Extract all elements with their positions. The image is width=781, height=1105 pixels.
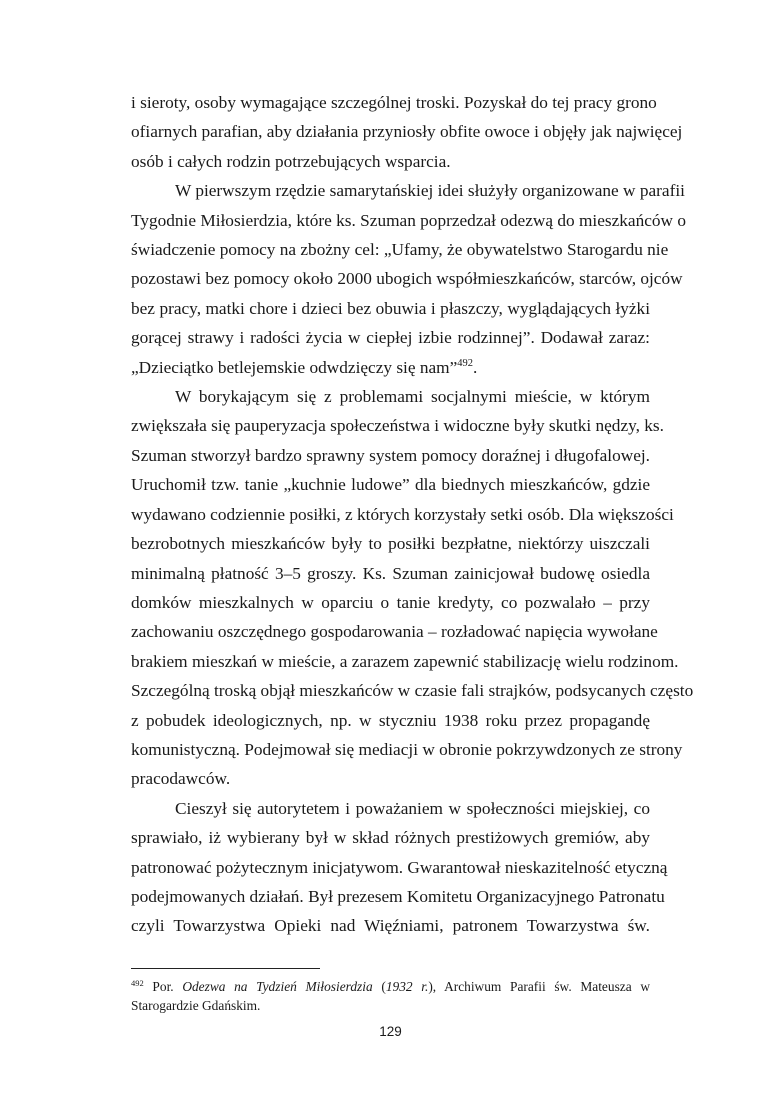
text-line: bez pracy, matki chore i dzieci bez obuwia i płaszczy, wyglądających łyżki bbox=[131, 298, 650, 318]
quote-text: „Dzieciątko betlejemskie odwdzięczy się nam” bbox=[131, 357, 458, 377]
footnote-line: Starogardzie Gdańskim. bbox=[131, 998, 261, 1013]
text-line: bezrobotnych mieszkańców były to posiłki bezpłatne, niektórzy uiszczali bbox=[131, 534, 650, 554]
footnote-source-title: Odezwa na Tydzień Miłosierdzia bbox=[182, 979, 373, 994]
text-line: sprawiało, iż wybierany był w skład różnych prestiżowych gremiów, aby bbox=[131, 828, 650, 848]
text-line: domków mieszkalnych w oparciu o tanie kredyty, co pozwalało – przy bbox=[131, 592, 650, 612]
text-line: Cieszył się autorytetem i poważaniem w społeczności miejskiej, co bbox=[175, 798, 650, 818]
footnote-archive: ), Archiwum Parafii św. Mateusza w bbox=[428, 979, 650, 994]
footnote-reference[interactable]: 492 bbox=[457, 357, 474, 369]
text-line: wydawano codziennie posiłki, z których korzystały setki osób. Dla większości bbox=[131, 504, 674, 524]
text-line: komunistyczną. Podejmował się mediacji w obronie pokrzywdzonych ze strony bbox=[131, 739, 683, 759]
page-number: 129 bbox=[379, 1024, 402, 1039]
text-line: pozostawi bez pomocy około 2000 ubogich współmieszkańców, starców, ojców bbox=[131, 269, 683, 289]
text-line: brakiem mieszkań w mieście, a zarazem zapewnić stabilizację wielu rodzinom. bbox=[131, 651, 679, 671]
text-line: ofiarnych parafian, aby działania przyniosły obfite owoce i objęły jak najwięcej bbox=[131, 122, 683, 142]
text-line: Tygodnie Miłosierdzia, które ks. Szuman poprzedzał odezwą do mieszkańców o bbox=[131, 210, 686, 230]
text-line: zachowaniu oszczędnego gospodarowania – rozładować napięcia wywołane bbox=[131, 622, 658, 642]
footnote-line bbox=[131, 977, 650, 996]
text-line: W pierwszym rzędzie samarytańskiej idei służyły organizowane w parafii bbox=[175, 181, 685, 201]
footnote-number: 492 bbox=[131, 978, 144, 988]
text-line: zwiększała się pauperyzacja społeczeństwa i widoczne były skutki nędzy, ks. bbox=[131, 416, 664, 436]
text-line: patronować pożytecznym inicjatywom. Gwarantował nieskazitelność etyczną bbox=[131, 857, 668, 877]
text-line: podejmowanych działań. Był prezesem Komitetu Organizacyjnego Patronatu bbox=[131, 886, 665, 906]
text-line: W borykającym się z problemami socjalnymi mieście, w którym bbox=[175, 387, 650, 407]
text-line: Szczególną troską objął mieszkańców w czasie fali strajków, podsycanych często bbox=[131, 681, 694, 701]
text-line: minimalną płatność 3–5 groszy. Ks. Szuman zainicjował budowę osiedla bbox=[131, 563, 650, 583]
footnote-paren: ( bbox=[381, 979, 386, 994]
text-line: osób i całych rodzin potrzebujących wsparcia. bbox=[131, 151, 451, 171]
footnote-prefix: Por. bbox=[152, 979, 174, 994]
footnote-separator bbox=[131, 968, 320, 969]
text-line: i sieroty, osoby wymagające szczególnej troski. Pozyskał do tej pracy grono bbox=[131, 93, 657, 112]
text-line: pracodawców. bbox=[131, 769, 231, 789]
text-line: gorącej strawy i radości życia w ciepłej izbie rodzinnej”. Dodawał zaraz: bbox=[131, 328, 650, 348]
text-line: Uruchomił tzw. tanie „kuchnie ludowe” dla biednych mieszkańców, gdzie bbox=[131, 475, 650, 495]
text-line: świadczenie pomocy na zbożny cel: „Ufamy, że obywatelstwo Starogardu nie bbox=[131, 240, 669, 260]
text-line bbox=[131, 353, 650, 382]
text-line: czyli Towarzystwa Opieki nad Więźniami, patronem Towarzystwa św. bbox=[131, 916, 650, 936]
text-line: z pobudek ideologicznych, np. w styczniu 1938 roku przez propagandę bbox=[131, 710, 650, 730]
body-text bbox=[131, 88, 694, 941]
footnote bbox=[131, 977, 650, 1015]
footnote-source-date: 1932 r. bbox=[385, 979, 429, 994]
text-line: Szuman stworzył bardzo sprawny system pomocy doraźnej i długofalowej. bbox=[131, 445, 650, 465]
sentence-end: . bbox=[473, 357, 478, 377]
